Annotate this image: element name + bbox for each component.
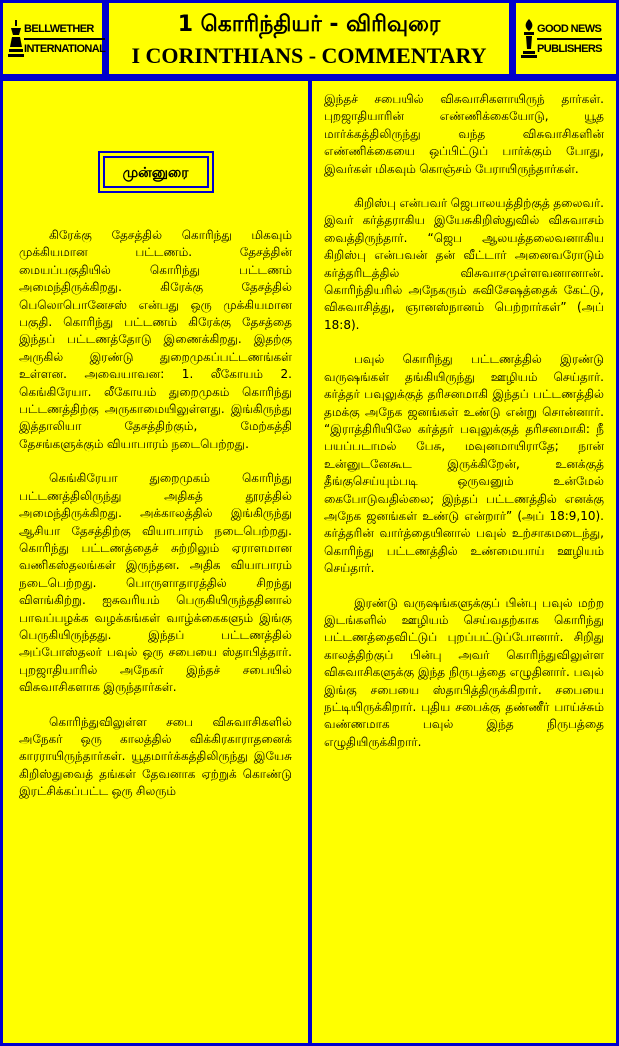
paragraph: கொரிந்துவிலுள்ள சபை விசுவாசிகளில் அநேகர் ஒரு காலத்தில் விக்கிரகாராதனைக் காரராயிருந்தார்கள். யூதமார்க்கத்திலிருந்து இயேசு கிறிஸ்துவைத் தங்கள் தேவனாக ஏற்றுக் கொண்டு இரட்சிக்கப்பட்ட ஒரு சிலரும்	[19, 714, 292, 799]
bellwether-bell-icon	[8, 19, 24, 59]
logo-good-news	[516, 3, 616, 74]
good-news-torch-icon	[521, 19, 537, 59]
paragraph: பவுல் கொரிந்து பட்டணத்தில் இரண்டு வருஷங்கள் தங்கியிருந்து ஊழியம் செய்தார். கர்த்தர் பவுலுக்குத் தரிசனமாகி இந்தப் பட்டணத்தில் தமக்கு அநேக ஜனங்கள் உண்டு என்று சொன்னார். “இராத்திரியிலே கர்த்தர் பவுலுக்குத் தரிசனமாகி: நீ பயப்படாமல் பேசு, மவுனமாயிராதே; நான் உன்னுடனேகூட இருக்கிறேன், உனக்குத் தீங்குசெய்யும்படி ஒருவனும் உன்மேல் கைபோடுவதில்லை; இந்தப் பட்டணத்தில் எனக்கு அநேக ஜனங்கள் உண்டு என்றார்” (அப் 18:9,10). கர்த்தரின் வார்த்தையினால் பவுல் உற்சாகமடைந்து, கொரிந்து பட்டணத்தில் உண்மையாய் ஊழியம் செய்தார்.	[324, 352, 604, 576]
logo-left-line2: INTERNATIONAL	[24, 43, 106, 55]
right-column	[312, 81, 616, 1043]
logo-right-line1: GOOD NEWS	[537, 20, 602, 40]
paragraph: கிரேக்கு தேசத்தில் கொரிந்து மிகவும் முக்கியமான பட்டணம். தேசத்தின் மையப்பகுதியில் கொரிந்து பட்டணம் அமைந்திருக்கிறது. கிரேக்கு தேசத்தில் பெலொபொனேசஸ் என்பது ஒரு முக்கியமான பகுதி. கொரிந்து பட்டணம் கிரேக்கு தேசத்தை இந்தப் பட்டணத்தோடு இணைக்கிறது. இதற்கு அருகில் இரண்டு துறைமுகப்பட்டணங்கள் உள்ளன. அவையாவன: 1. லீகோயம் 2. கெங்கிரேயா. லீகோயம் துறைமுகம் கொரிந்து பட்டணத்திற்கு அருகாமையிலுள்ளது. இங்கிருந்து இத்தாலியா தேசத்திற்கும், மேற்கத்தி தேசங்களுக்கும் வியாபாரம் நடைபெற்றது.	[19, 228, 292, 451]
logo-left-line1: BELLWETHER	[24, 20, 105, 40]
section-heading: முன்னுரை	[103, 156, 209, 188]
section-heading-frame	[98, 151, 214, 193]
paragraph: இரண்டு வருஷங்களுக்குப் பின்பு பவுல் மற்ற இடங்களில் ஊழியம் செய்வதற்காக கொரிந்து பட்டணத்தைவிட்டுப் புறப்பட்டுப்போனார். சிறிது காலத்திற்குப் பின்பு அவர் கொரிந்துவிலுள்ள விசுவாசிகளுக்கு இந்த நிருபத்தை எழுதினார். பவுல் இங்கு சபையை ஸ்தாபித்திருக்கிறார். சபையை நட்டியிருக்கிறார். புதிய சபைக்கு தண்ணீர் பாய்ச்சும் வண்ணமாக பவுல் இந்த நிருபத்தை எழுதியிருக்கிறார்.	[324, 595, 604, 749]
left-column	[3, 81, 308, 1043]
paragraph: கெங்கிரேயா துறைமுகம் கொரிந்து பட்டணத்திலிருந்து அதிகத் தூரத்தில் அமைந்திருக்கிறது. அக்காலத்தில் இங்கிருந்து ஆசியா தேசத்திற்கு வியாபாரம் நடைபெற்றது. கொரிந்து பட்டணத்தைச் சுற்றிலும் ஏராளமான வணிகஸ்தலங்கள் இருந்தன. அதிக வியாபாரம் நடைபெற்றது. பொருளாதாரத்தில் சிறந்து விளங்கிற்று. ஐசுவரியம் பெருகியிருந்ததினால் பாவப்பழக்க வழக்கங்கள் வாழ்க்கைகளும் இங்கு பெருகியிருந்தது. இந்தப் பட்டணத்தில் அப்போஸ்தலர் பவுல் ஒரு சபையை ஸ்தாபித்தார். புறஜாதியாரில் அநேகர் இந்தச் சபையில் விசுவாசிகளாக இருந்தார்கள்.	[19, 471, 292, 695]
title-tamil: 1 கொரிந்தியர் - விரிவுரை	[177, 12, 441, 37]
logo-right-line2: PUBLISHERS	[537, 43, 602, 55]
title-panel	[109, 3, 509, 74]
paragraph: கிறிஸ்பு என்பவர் ஜெபாலயத்திற்குத் தலைவர். இவர் கர்த்தராகிய இயேசுகிறிஸ்துவில் விசுவாசம் வைத்திருந்தார். “ஜெப ஆலயத்தலைவனாகிய கிறிஸ்பு என்பவன் தன் வீட்டார் அனைவரோடும் கர்த்தரிடத்தில் விசுவாசமுள்ளவனானான். கொரிந்தியரில் அநேகரும் சுவிசேஷத்தைக் கேட்டு, விசுவாசித்து, ஞானஸ்நானம் பெற்றார்கள்” (அப் 18:8).	[324, 196, 604, 332]
paragraph: இந்தச் சபையில் விசுவாசிகளாயிருந் தார்கள். புறஜாதியாரின் எண்ணிக்கையோடு, யூத மார்க்கத்திலிருந்து வந்த விசுவாசிகளின் எண்ணிக்கையை ஒப்பிட்டுப் பார்க்கும் போது, இவர்கள் மிகவும் கொஞ்சம் பேராயிருந்தார்கள்.	[324, 92, 604, 176]
title-english: I CORINTHIANS - COMMENTARY	[131, 43, 487, 68]
logo-bellwether	[3, 3, 106, 74]
